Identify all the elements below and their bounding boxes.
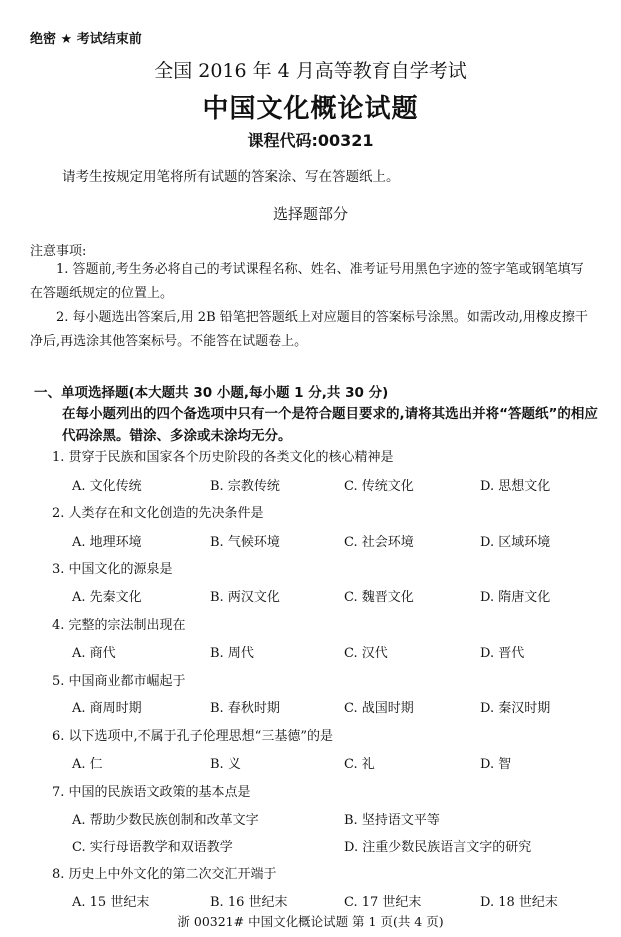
option-b: B. 义 — [210, 757, 241, 772]
option-b: B. 坚持语文平等 — [344, 813, 440, 828]
option-b: B. 春秋时期 — [210, 701, 280, 716]
option-a: A. 帮助少数民族创制和改革文字 — [72, 813, 259, 828]
option-a: A. 仁 — [72, 757, 103, 772]
exam-title: 全国 2016 年 4 月高等教育自学考试 — [154, 60, 467, 82]
option-d: D. 智 — [480, 757, 512, 772]
option-c: C. 实行母语教学和双语教学 — [72, 840, 233, 855]
option-c: C. 汉代 — [344, 646, 388, 661]
paper-title: 中国文化概论试题 — [202, 94, 419, 124]
option-d: D. 晋代 — [480, 646, 525, 661]
option-a: A. 先秦文化 — [72, 590, 142, 605]
option-b: B. 16 世纪末 — [210, 895, 288, 910]
part1-description: 在每小题列出的四个备选项中只有一个是符合题目要求的,请将其选出并将“答题纸”的相应代码涂黑。错涂、多涂或未涂均无分。 — [62, 406, 598, 444]
part1-heading: 一、单项选择题(本大题共 30 小题,每小题 1 分,共 30 分) — [34, 385, 389, 401]
option-d: D. 思想文化 — [480, 479, 551, 494]
option-c: C. 礼 — [344, 757, 375, 772]
question-stem: 8. 历史上中外文化的第二次交汇开端于 — [52, 867, 277, 882]
option-c: C. 社会环境 — [344, 535, 414, 550]
confidential-mark: 绝密 ★ 考试结束前 — [30, 32, 142, 47]
option-b: B. 气候环境 — [210, 535, 280, 550]
option-c: C. 魏晋文化 — [344, 590, 414, 605]
option-a: A. 商周时期 — [72, 701, 142, 716]
option-a: A. 15 世纪末 — [72, 895, 150, 910]
option-d: D. 18 世纪末 — [480, 895, 558, 910]
answer-instruction: 请考生按规定用笔将所有试题的答案涂、写在答题纸上。 — [62, 169, 400, 185]
option-d: D. 隋唐文化 — [480, 590, 551, 605]
notes-heading: 注意事项: — [30, 244, 87, 259]
question-stem: 4. 完整的宗法制出现在 — [52, 618, 186, 633]
question-stem: 3. 中国文化的源泉是 — [52, 562, 173, 577]
question-stem: 7. 中国的民族语文政策的基本点是 — [52, 785, 251, 800]
option-d: D. 秦汉时期 — [480, 701, 551, 716]
page-footer: 浙 00321# 中国文化概论试题 第 1 页(共 4 页) — [177, 914, 444, 929]
option-c: C. 战国时期 — [344, 701, 414, 716]
option-b: B. 两汉文化 — [210, 590, 280, 605]
option-a: A. 地理环境 — [72, 535, 142, 550]
question-stem: 5. 中国商业都市崛起于 — [52, 674, 186, 689]
option-b: B. 宗教传统 — [210, 479, 280, 494]
option-b: B. 周代 — [210, 646, 254, 661]
option-a: A. 文化传统 — [72, 479, 142, 494]
option-c: C. 17 世纪末 — [344, 895, 422, 910]
course-code: 课程代码:00321 — [247, 131, 374, 150]
question-stem: 6. 以下选项中,不属于孔子伦理思想“三基德”的是 — [52, 729, 333, 744]
option-d: D. 区域环境 — [480, 535, 551, 550]
option-c: C. 传统文化 — [344, 479, 414, 494]
question-stem: 2. 人类存在和文化创造的先决条件是 — [52, 506, 264, 521]
option-a: A. 商代 — [72, 646, 116, 661]
question-stem: 1. 贯穿于民族和国家各个历史阶段的各类文化的核心精神是 — [52, 450, 394, 465]
note-item-1: 1. 答题前,考生务必将自己的考试课程名称、姓名、准考证号用黑色字迹的签字笔或钢笔填写在答题纸规定的位置上。 — [30, 262, 584, 301]
section-title: 选择题部分 — [272, 205, 348, 223]
option-d: D. 注重少数民族语言文字的研究 — [344, 840, 532, 855]
note-item-2: 2. 每小题选出答案后,用 2B 铅笔把答题纸上对应题目的答案标号涂黑。如需改动,用橡皮擦干净后,再选涂其他答案标号。不能答在试题卷上。 — [30, 310, 588, 349]
